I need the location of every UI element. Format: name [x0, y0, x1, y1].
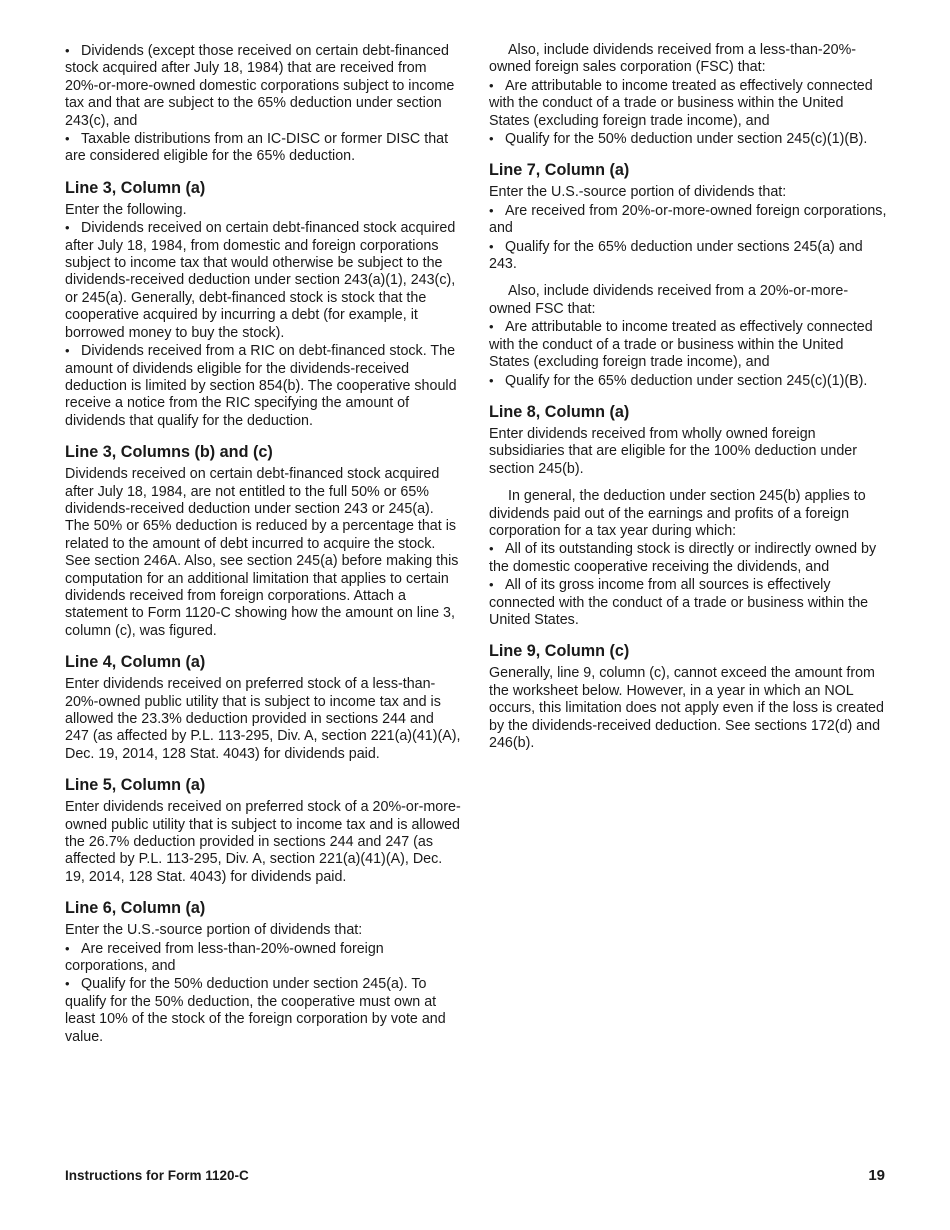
bullet-item: • Dividends received from a RIC on debt-financed stock. The amount of dividends eligible for the dividends-received deduction is limited by section 854(b). The cooperative should receive a notice from the RIC specifying the amount of dividends that qualify for the deduction.: [65, 342, 461, 430]
bullet-item: • All of its outstanding stock is directly or indirectly owned by the domestic cooperative receiving the dividends, and: [489, 540, 887, 576]
right-column: [489, 42, 887, 752]
paragraph: Enter dividends received on preferred stock of a 20%-or-more-owned public utility that is subject to income tax and is allowed the 26.7% deduction provided in sections 244 and 247 (as affected by P.L. 113-295, Div. A, section 221(a)(41)(A), Dec. 19, 2014, 128 Stat. 4043) for dividends paid.: [65, 799, 461, 885]
paragraph: Enter the U.S.-source portion of dividends that:: [489, 184, 787, 201]
heading-line5-col-a: Line 5, Column (a): [65, 776, 206, 795]
bullet-item: • Are received from less-than-20%-owned foreign corporations, and: [65, 940, 461, 976]
bullet-item: • Are attributable to income treated as effectively connected with the conduct of a trade or business within the United States (excluding foreign trade income), and: [489, 77, 887, 130]
bullet-item: • Qualify for the 50% deduction under section 245(c)(1)(B).: [489, 130, 887, 148]
left-column: [65, 42, 461, 1046]
bullet-dividends-20pct-domestic: • Dividends (except those received on certain debt-financed stock acquired after July 18, 1984) that are received from 20%-or-more-owned domestic corporations subject to income tax and that are subject to the 65% deduction under section 243(c), and: [65, 42, 461, 130]
bullet-item: • Qualify for the 50% deduction under section 245(a). To qualify for the 50% deduction, the cooperative must own at least 10% of the stock of the foreign corporation by vote and value.: [65, 975, 461, 1046]
paragraph: Generally, line 9, column (c), cannot exceed the amount from the worksheet below. However, in a year in which an NOL occurs, this limitation does not apply even if the loss is created by the dividends-received deduction. See sections 172(d) and 246(b).: [489, 665, 884, 751]
footer-form-title: Instructions for Form 1120-C: [65, 1168, 249, 1183]
heading-line3-col-a: Line 3, Column (a): [65, 178, 206, 197]
paragraph: Enter the U.S.-source portion of dividends that:: [65, 922, 363, 939]
paragraph: In general, the deduction under section 245(b) applies to dividends paid out of the earnings and profits of a foreign corporation for a tax year during which:: [489, 488, 866, 539]
page-number: 19: [868, 1167, 885, 1184]
bullet-item: • Are received from 20%-or-more-owned foreign corporations, and: [489, 202, 887, 238]
bullet-ic-disc: • Taxable distributions from an IC-DISC or former DISC that are considered eligible for the 65% deduction.: [65, 130, 461, 166]
bullet-item: • Are attributable to income treated as effectively connected with the conduct of a trade or business within the United States (excluding foreign trade income), and: [489, 318, 887, 371]
paragraph: Enter dividends received on preferred stock of a less-than-20%-owned public utility that is subject to income tax and is allowed the 23.3% deduction provided in sections 244 and 247 (as affected by P.L. 113-295, Div. A, section 221(a)(41)(A), Dec. 19, 2014, 128 Stat. 4043) for dividends paid.: [65, 676, 461, 762]
paragraph: Enter the following.: [65, 201, 187, 218]
bullet-item: • All of its gross income from all sources is effectively connected with the conduct of a trade or business within the United States.: [489, 576, 887, 629]
paragraph: Dividends received on certain debt-financed stock acquired after July 18, 1984, are not entitled to the full 50% or 65% dividends-received deduction under section 243 or 245(a). The 50% or 65% deduction is reduced by a percentage that is related to the amount of debt incurred to acquire the stock. See section 246A. Also, see section 245(a) before making this computation for an additional limitation that applies to certain dividends received from foreign corporations. Attach a statement to Form 1120-C showing how the amount on line 3, column (c), was figured.: [65, 466, 459, 639]
heading-line4-col-a: Line 4, Column (a): [65, 653, 206, 672]
heading-line7-col-a: Line 7, Column (a): [489, 161, 630, 180]
paragraph: Also, include dividends received from a 20%-or-more-owned FSC that:: [489, 283, 849, 317]
paragraph: Also, include dividends received from a less-than-20%-owned foreign sales corporation (FSC) that:: [489, 42, 857, 76]
heading-line3-col-bc: Line 3, Columns (b) and (c): [65, 443, 273, 462]
heading-line9-col-c: Line 9, Column (c): [489, 642, 630, 661]
heading-line8-col-a: Line 8, Column (a): [489, 402, 630, 421]
bullet-item: • Dividends received on certain debt-financed stock acquired after July 18, 1984, from domestic and foreign corporations subject to income tax that would otherwise be subject to the dividends-received deduction under section 243(a)(1), 243(c), or 245(a). Generally, debt-financed stock is stock that the cooperative acquired by incurring a debt (for example, it borrowed money to buy the stock).: [65, 219, 461, 342]
paragraph: Enter dividends received from wholly owned foreign subsidiaries that are eligible for the 100% deduction under section 245(b).: [489, 425, 857, 477]
bullet-item: • Qualify for the 65% deduction under sections 245(a) and 243.: [489, 238, 887, 274]
bullet-item: • Qualify for the 65% deduction under section 245(c)(1)(B).: [489, 372, 887, 390]
heading-line6-col-a: Line 6, Column (a): [65, 899, 206, 918]
